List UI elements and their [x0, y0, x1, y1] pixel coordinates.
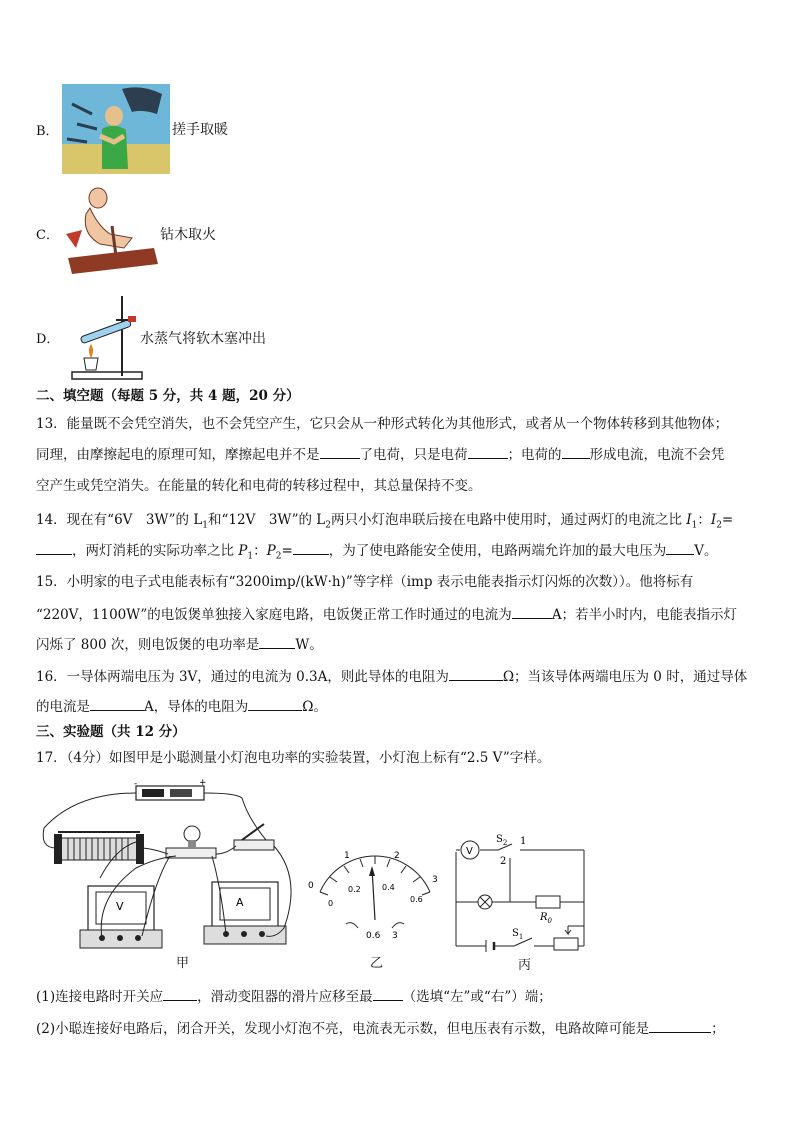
- figure-jia-caption: 甲: [176, 956, 190, 971]
- q13-line-2: [36, 444, 725, 465]
- option-c-letter: C．: [36, 228, 59, 243]
- drilling-wood-picture: [62, 186, 160, 278]
- q17-p2-text-a: (2)小聪连接好电路后，闭合开关，发现小灯泡不亮，电流表无示数，但电压表有示数，电路故障可能是: [36, 1021, 650, 1037]
- section-2-title: 二、填空题（每题 5 分，共 4 题，20 分）: [36, 388, 300, 404]
- q14-line-1: [36, 510, 733, 536]
- scale-inner-0: 0: [328, 899, 334, 908]
- option-b-letter: B．: [36, 124, 59, 139]
- scale-1: 1: [344, 851, 350, 861]
- q17-blank-2[interactable]: [373, 986, 403, 1001]
- q14-eq-1: =: [721, 512, 734, 528]
- q14-text-b: 和“12V 3W”的 L: [208, 512, 326, 528]
- q15-text-c: 闪烁了 800 次，则电饭煲的电功率是: [36, 637, 260, 653]
- option-d-letter: D．: [36, 332, 60, 347]
- q17-p1-text-b: ，滑动变阻器的滑片应移至最: [197, 989, 373, 1005]
- q14-blank-2[interactable]: [293, 540, 329, 555]
- option-d-text: 水蒸气将软木塞冲出: [140, 331, 266, 347]
- circuit-s2-label: $S_2$: [496, 834, 508, 847]
- q14-colon-2: ：: [253, 543, 267, 559]
- q16-blank-2[interactable]: [90, 696, 144, 711]
- section-3-title: 三、实验题（共 12 分）: [36, 724, 186, 740]
- q16-text-b: Ω；当该导体两端电压为 0 时，通过导体: [502, 669, 748, 685]
- q15-blank-1[interactable]: [512, 604, 552, 619]
- option-c-text: 钻木取火: [160, 227, 216, 243]
- q13-text-d: 形成电流，电流不会凭: [589, 447, 725, 463]
- q17-p1-text-a: (1)连接电路时开关应: [36, 989, 164, 1005]
- q14-text-f: V。: [694, 543, 718, 559]
- option-b-text: 搓手取暖: [172, 122, 228, 138]
- q14-i1-sub: 1: [691, 520, 698, 531]
- q16-text-a: 16．一导体两端电压为 3V，通过的电流为 0.3A，则此导体的电阻为: [36, 669, 449, 685]
- q13-blank-1[interactable]: [320, 444, 360, 459]
- q14-p1-sub: 1: [247, 551, 254, 562]
- circuit-pos-2: 2: [500, 856, 507, 867]
- circuit-r0-label: $R_0$: [540, 912, 552, 925]
- q13-text-b: 了电荷，只是电荷: [359, 447, 468, 463]
- scale-inner-04: 0.4: [382, 883, 395, 892]
- svg-text:+: +: [199, 778, 207, 788]
- q15-text-b: A；若半小时内，电能表指示灯: [551, 607, 738, 623]
- q17-blank-3[interactable]: [649, 1018, 711, 1033]
- q13-line-1: 13．能量既不会凭空消失，也不会凭空产生，它只会从一种形式转化为其他形式，或者从一个物体转移到其他物体；: [36, 416, 729, 432]
- q13-text-a: 同理，由摩擦起电的原理可知，摩擦起电并不是: [36, 447, 320, 463]
- q14-text-e: ，为了使电路能安全使用，电路两端允许加的最大电压为: [328, 543, 667, 559]
- svg-text:-: -: [134, 779, 138, 789]
- q14-p2-sub: 2: [275, 551, 282, 562]
- q16-text-d: A，导体的电阻为: [144, 699, 249, 715]
- q13-blank-2[interactable]: [468, 444, 508, 459]
- figure-yi-caption: 乙: [370, 956, 384, 971]
- q15-text-a: “220V，1100W”的电饭煲单独接入家庭电路，电饭煲正常工作时通过的电流为: [36, 607, 512, 623]
- q15-blank-2[interactable]: [259, 634, 295, 649]
- q14-i2: I: [710, 512, 717, 528]
- q15-line-3: [36, 634, 323, 655]
- q15-line-1: 15．小明家的电子式电能表标有“3200imp/(kW·h)”等字样（imp 表示电能表指示灯闪烁的次数））。他将标有: [36, 574, 694, 590]
- q17-part-1: [36, 986, 552, 1007]
- q17-blank-1[interactable]: [163, 986, 197, 1001]
- test-tube-picture: [66, 292, 146, 382]
- q16-text-e: Ω。: [302, 699, 327, 715]
- q16-text-c: 的电流是: [36, 699, 90, 715]
- scale-inner-02: 0.2: [348, 885, 361, 894]
- q14-eq-2: =: [281, 543, 293, 559]
- q17-p2-text-b: ；: [711, 1021, 725, 1037]
- q14-blank-3[interactable]: [666, 540, 694, 555]
- q13-line-3: 空产生或凭空消失。在能量的转化和电荷的转移过程中，其总量保持不变。: [36, 478, 482, 494]
- q17-intro: 17．（4分）如图甲是小聪测量小灯泡电功率的实验装置，小灯泡上标有“2.5 V”字样。: [36, 750, 551, 766]
- circuit-v-label: V: [466, 846, 473, 857]
- q16-blank-3[interactable]: [248, 696, 302, 711]
- q14-p2: P: [266, 543, 276, 559]
- q14-text-a: 14．现在有“6V 3W”的 L: [36, 512, 203, 528]
- terminal-06: 0.6: [366, 931, 381, 941]
- q14-p1: P: [238, 543, 248, 559]
- circuit-pos-1: 1: [520, 836, 527, 847]
- voltmeter-label: V: [116, 900, 124, 913]
- q14-blank-1[interactable]: [36, 540, 72, 555]
- q16-line-1: [36, 666, 747, 687]
- figure-yi-meter-dial: [306, 840, 442, 944]
- q13-text-c: ；电荷的: [507, 447, 562, 463]
- q14-i1: I: [686, 512, 692, 528]
- q17-p1-text-c: （选填“左”或“右”）端；: [402, 989, 552, 1005]
- q14-colon-1: ：: [697, 512, 711, 528]
- q17-part-2: [36, 1018, 725, 1039]
- q16-blank-1[interactable]: [449, 666, 503, 681]
- q15-line-2: [36, 604, 737, 625]
- figure-jia-apparatus: [36, 778, 302, 968]
- q16-line-2: [36, 696, 327, 717]
- scale-2: 2: [394, 851, 400, 861]
- scale-0: 0: [308, 881, 314, 891]
- q14-text-c: 两只小灯泡串联后接在电路中使用时，通过两灯的电流之比: [330, 512, 687, 528]
- ammeter-label: A: [236, 896, 244, 909]
- scale-inner-06: 0.6: [410, 895, 423, 904]
- figure-bing-circuit: [450, 830, 594, 956]
- q14-i2-sub: 2: [716, 520, 722, 531]
- q13-blank-3[interactable]: [562, 444, 590, 459]
- rubbing-hands-picture: [62, 84, 170, 174]
- q15-text-d: W。: [295, 637, 323, 653]
- q14-sub-1: 1: [202, 520, 209, 531]
- q14-line-2: [36, 540, 718, 567]
- figure-bing-caption: 丙: [518, 958, 532, 973]
- scale-3: 3: [432, 875, 438, 885]
- circuit-s1-label: $S_1$: [512, 928, 524, 941]
- q14-sub-2: 2: [325, 520, 331, 531]
- q14-text-d: ，两灯消耗的实际功率之比: [72, 543, 239, 559]
- terminal-3: 3: [392, 931, 398, 941]
